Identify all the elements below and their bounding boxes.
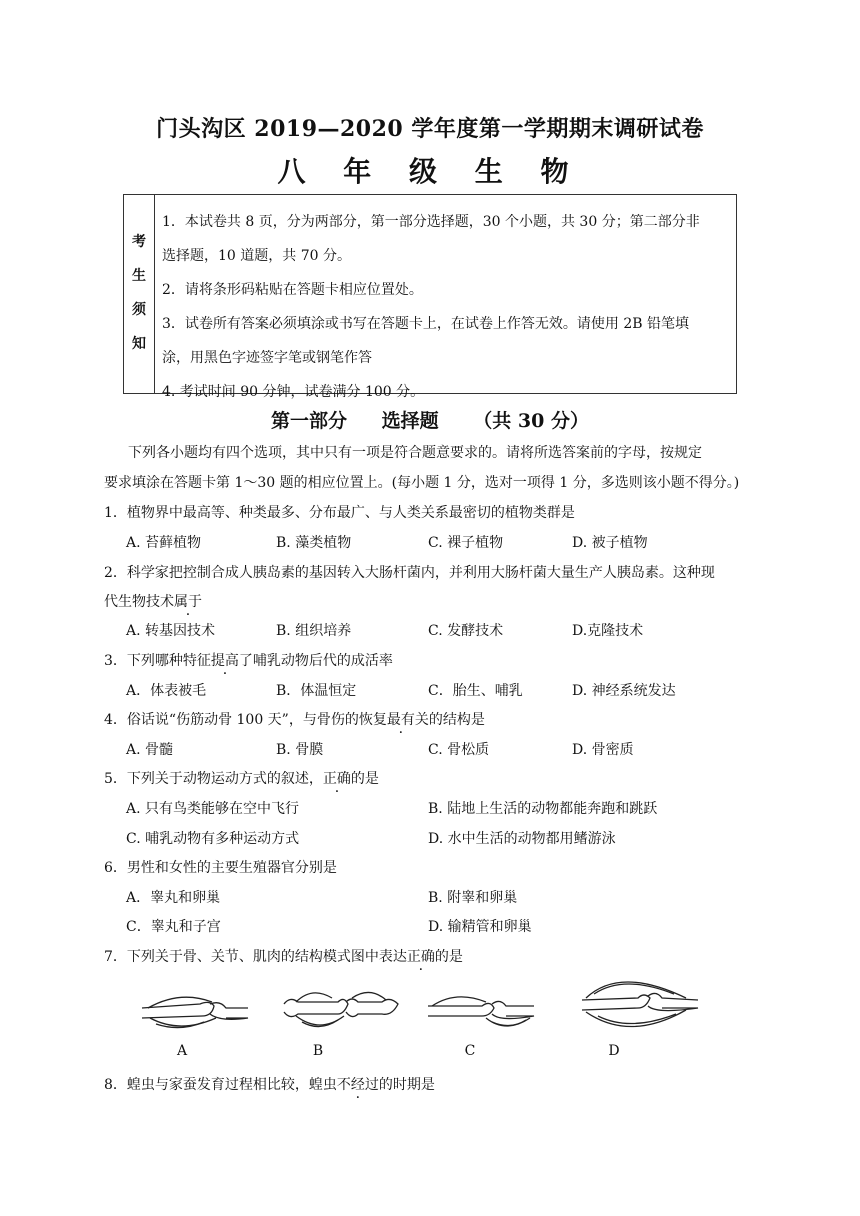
q1-option-b: B. 藻类植物 — [276, 535, 352, 551]
question-7-stem — [104, 946, 463, 966]
exam-title: 门头沟区 2019—2020 学年度第一学期期末调研试卷 — [156, 116, 704, 142]
q8-stem-text: 的时期是 — [378, 1077, 435, 1093]
q6-option-c: C．睾丸和子宫 — [126, 919, 221, 935]
figure-a-muscle-joint — [140, 988, 250, 1036]
q3-stem-text: 了哺乳动物后代的成活率 — [238, 653, 393, 669]
q3-stem-text: 3．下列哪种特征 — [104, 653, 211, 669]
q7-stem-text: 的是 — [434, 949, 463, 965]
q2-emphasis: 属于 — [174, 594, 202, 610]
q5-option-a: A. 只有鸟类能够在空中飞行 — [126, 801, 300, 817]
q7-stem-text: 7．下列关于骨、关节、肌肉的结构模式图中表达 — [104, 949, 407, 965]
q2-option-a: A. 转基因技术 — [126, 623, 216, 639]
q3-emphasis: 提高 — [210, 653, 239, 669]
q3-option-b: B．体温恒定 — [276, 683, 357, 699]
figure-label-c: C — [464, 1043, 476, 1059]
question-6-stem: 6．男性和女性的主要生殖器官分别是 — [104, 860, 337, 876]
figure-label-d: D — [608, 1043, 620, 1059]
notice-line: 2．请将条形码粘贴在答题卡相应位置处。 — [162, 282, 423, 298]
q4-option-a: A. 骨髓 — [126, 742, 174, 758]
q1-option-a: A. 苔藓植物 — [126, 535, 202, 551]
notice-line: 1．本试卷共 8 页，分为两部分，第一部分选择题，30 个小题，共 30 分；第二部分非 — [162, 214, 700, 230]
figure-d-muscle-joint — [580, 972, 700, 1036]
q4-option-b: B. 骨膜 — [276, 742, 324, 758]
notice-label-column — [124, 195, 155, 393]
figure-c-muscle-joint — [426, 990, 536, 1036]
notice-label-char: 须 — [132, 302, 146, 318]
q5-emphasis: 正确 — [322, 771, 351, 787]
instruction-line: 下列各小题均有四个选项，其中只有一项是符合题意要求的。请将所选答案前的字母，按规定 — [128, 445, 702, 461]
section-heading — [0, 406, 860, 433]
q3-option-c: C．胎生、哺乳 — [428, 683, 523, 699]
notice-line: 3．试卷所有答案必须填涂或书写在答题卡上，在试卷上作答无效。请使用 2B 铅笔填 — [162, 316, 690, 332]
question-5-stem — [104, 768, 379, 788]
question-2-stem-cont — [104, 591, 202, 611]
q5-option-d: D. 水中生活的动物都用鳍游泳 — [428, 831, 616, 847]
q2-stem-text: 代生物技术 — [104, 594, 174, 610]
notice-body — [162, 205, 732, 409]
q5-stem-text: 5．下列关于动物运动方式的叙述， — [104, 771, 323, 787]
notice-line: 选择题，10 道题，共 70 分。 — [162, 248, 351, 264]
q5-option-b: B. 陆地上生活的动物都能奔跑和跳跃 — [428, 801, 658, 817]
q3-option-d: D. 神经系统发达 — [572, 683, 676, 699]
notice-label-char: 考 — [132, 234, 146, 250]
q2-option-c: C. 发酵技术 — [428, 623, 504, 639]
q2-option-d: D.克隆技术 — [572, 623, 644, 639]
q1-option-c: C. 裸子植物 — [428, 535, 504, 551]
q4-stem-text: 关的结构是 — [414, 712, 485, 728]
question-2-stem: 2．科学家把控制合成人胰岛素的基因转入大肠杆菌内，并利用大肠杆菌大量生产人胰岛素。这种现 — [104, 565, 715, 581]
q4-stem-text: 4．俗话说“伤筋动骨 100 天”，与骨伤的恢复 — [104, 712, 387, 728]
notice-label-char: 生 — [132, 268, 146, 284]
question-8-stem — [104, 1074, 435, 1094]
q8-stem-text: 8．蝗虫与家蚕发育过程相比较，蝗虫 — [104, 1077, 337, 1093]
figure-label-b: B — [312, 1043, 324, 1059]
question-3-stem — [104, 650, 393, 670]
q6-option-a: A．睾丸和卵巢 — [126, 890, 221, 906]
exam-subject: 八 年 级 生 物 — [277, 155, 583, 188]
question-4-stem — [104, 709, 485, 729]
q6-option-d: D. 输精管和卵巢 — [428, 919, 532, 935]
candidate-notice-box — [123, 194, 737, 400]
section-name: 选择题 — [381, 410, 439, 432]
q2-option-b: B. 组织培养 — [276, 623, 352, 639]
notice-line: 4. 考试时间 90 分钟，试卷满分 100 分。 — [162, 384, 425, 400]
q1-option-d: D. 被子植物 — [572, 535, 648, 551]
figure-b-muscle-joint — [282, 984, 400, 1036]
figure-label-a: A — [176, 1043, 188, 1059]
q4-emphasis: 最有 — [386, 712, 415, 728]
q3-option-a: A．体表被毛 — [126, 683, 207, 699]
notice-line: 涂，用黑色字迹签字笔或钢笔作答 — [162, 350, 372, 366]
q5-stem-text: 的是 — [350, 771, 379, 787]
instruction-line: 要求填涂在答题卡第 1～30 题的相应位置上。(每小题 1 分，选对一项得 1 分，多选则该小题不得分。) — [104, 475, 740, 491]
section-part: 第一部分 — [271, 410, 348, 432]
q4-option-d: D. 骨密质 — [572, 742, 634, 758]
section-score: （共 30 分） — [473, 410, 589, 432]
q6-option-b: B. 附睾和卵巢 — [428, 890, 518, 906]
q4-option-c: C. 骨松质 — [428, 742, 490, 758]
q8-emphasis: 不经过 — [336, 1077, 379, 1093]
q5-option-c: C. 哺乳动物有多种运动方式 — [126, 831, 300, 847]
q7-emphasis: 正确 — [406, 949, 435, 965]
notice-label-char: 知 — [132, 336, 146, 352]
question-1-stem: 1．植物界中最高等、种类最多、分布最广、与人类关系最密切的植物类群是 — [104, 505, 575, 521]
